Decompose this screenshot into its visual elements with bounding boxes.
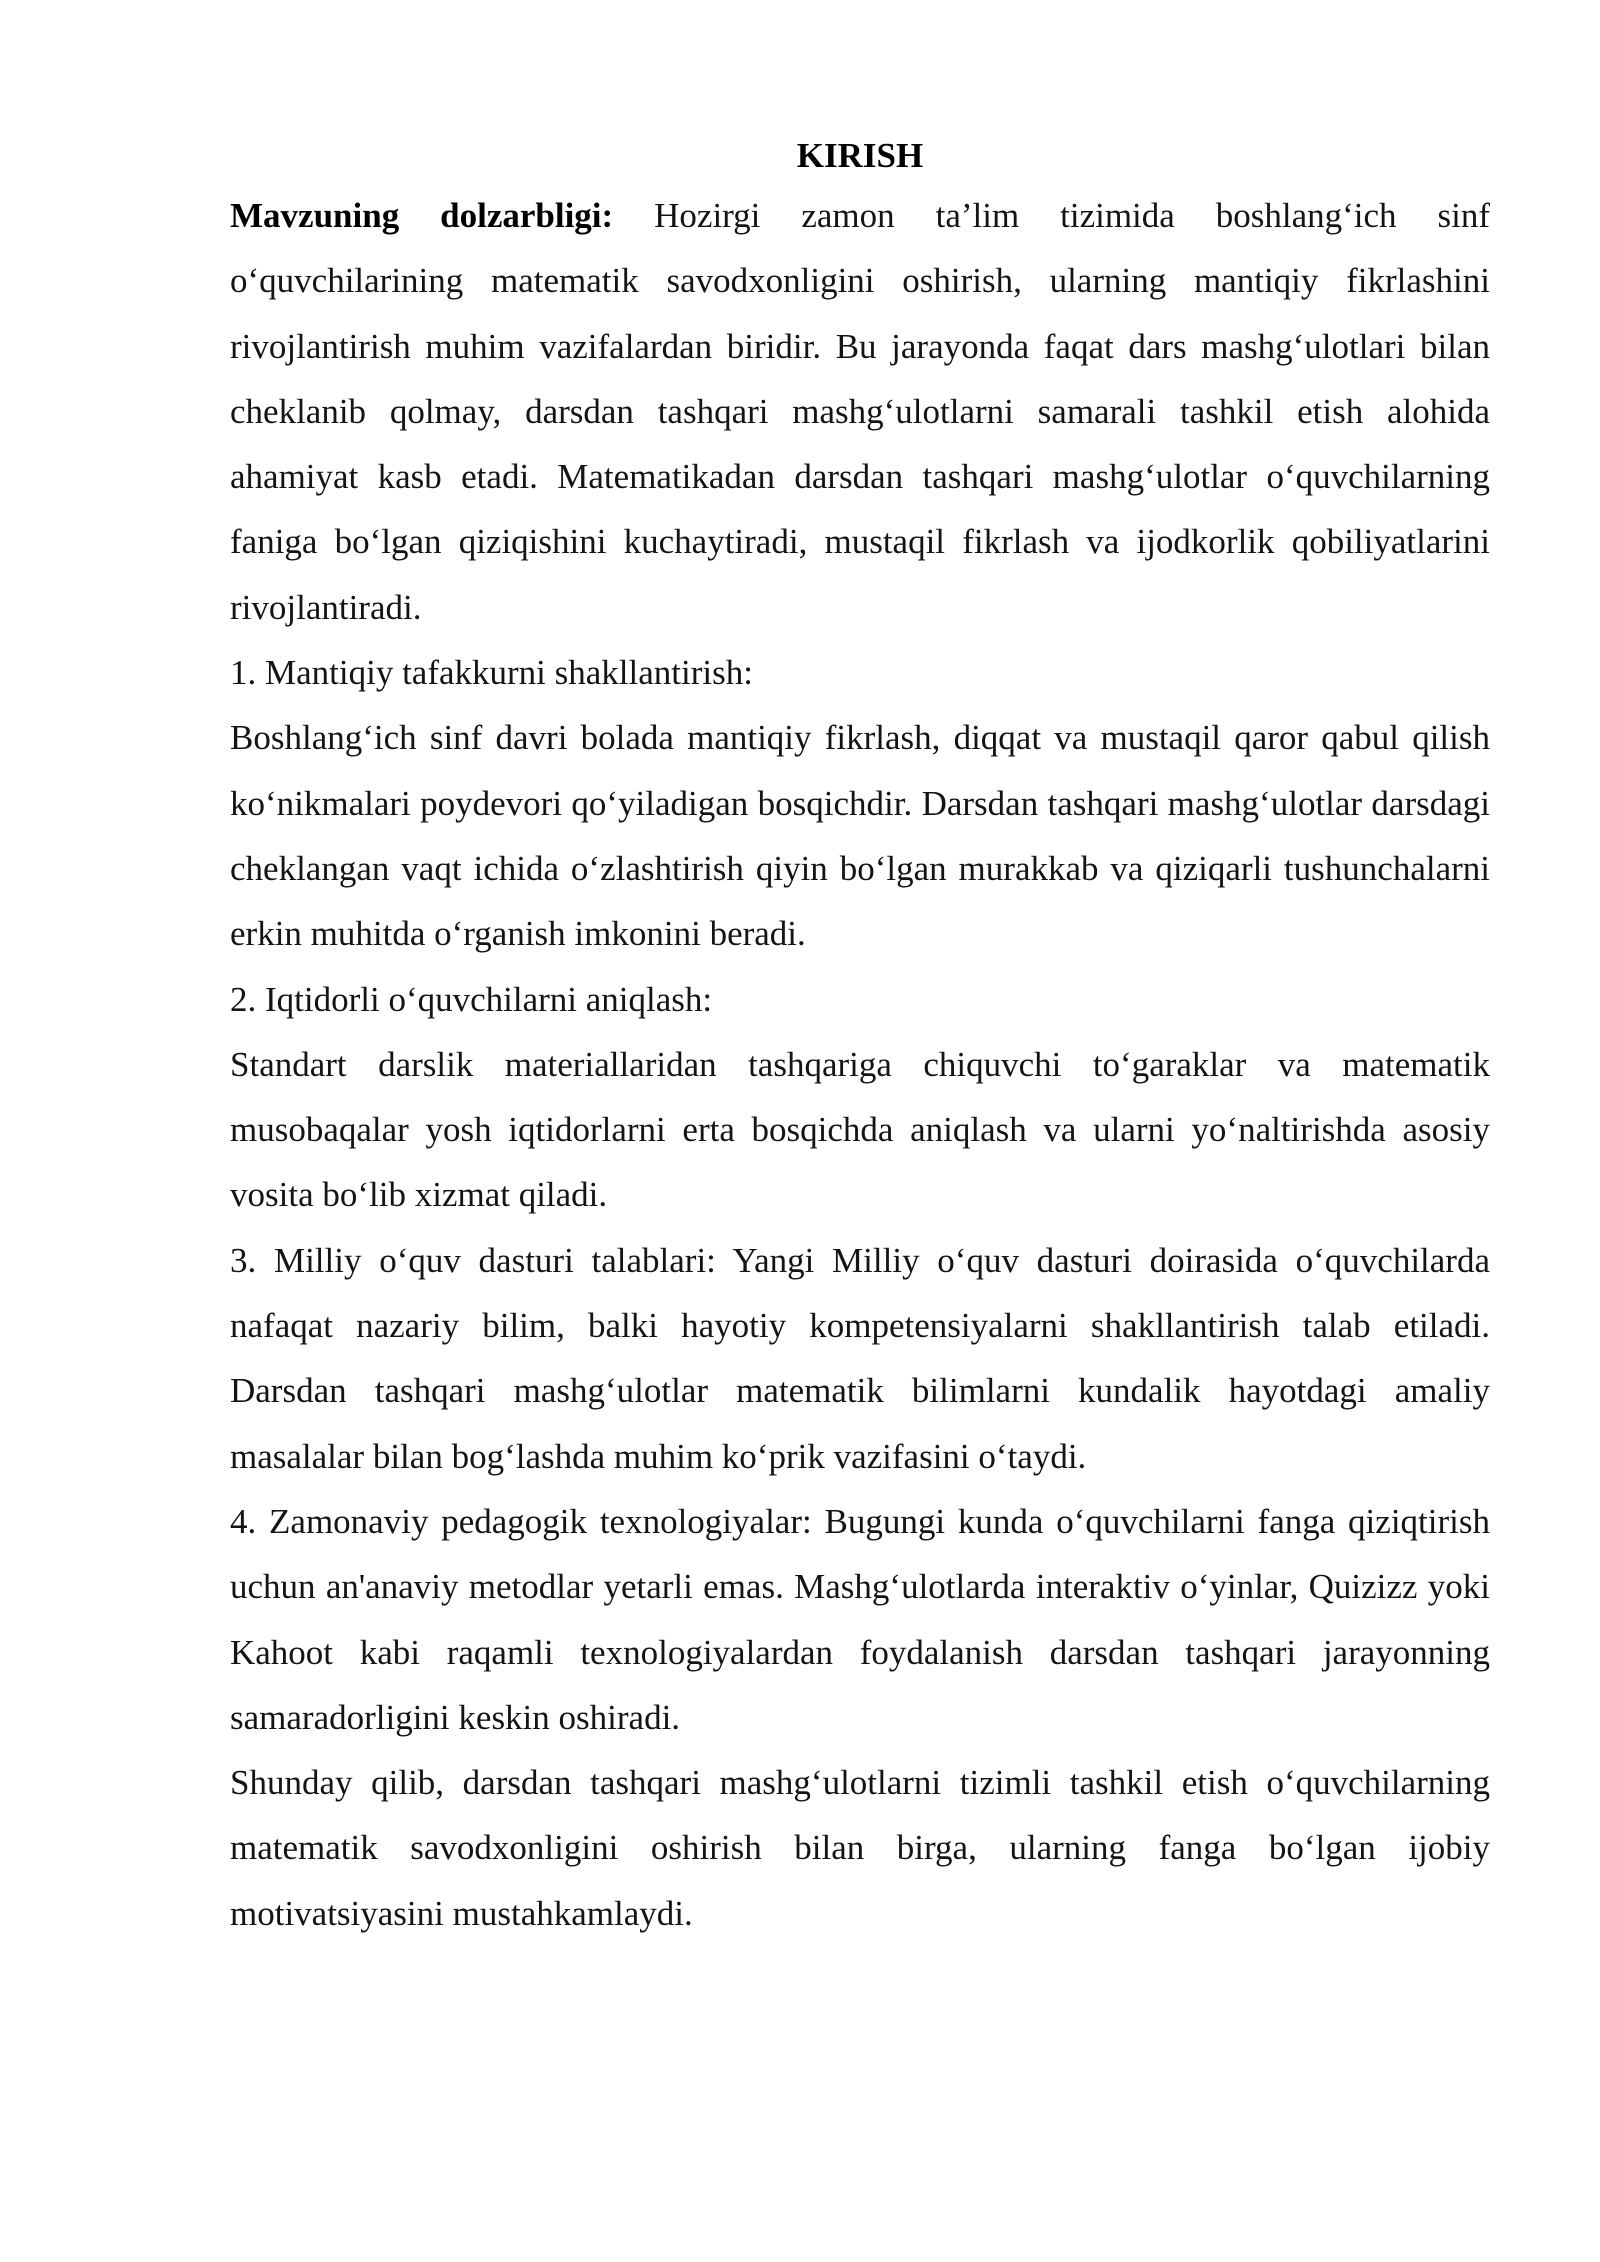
section-1-text: Boshlang‘ich sinf davri bolada mantiqiy fikrlash, diqqat va mustaqil qaror qabul qilish ko‘nikmalari poydevori qo‘yiladigan bosqichdir. Darsdan tashqari mashg‘ulotlar darsdagi cheklangan vaqt ichida o‘zlashtirish qiyin bo‘lgan murakkab va qiziqarli tushunchalarni erkin muhitda o‘rganish imkonini beradi. [230,718,1490,954]
section-4-text: 4. Zamonaviy pedagogik texnologiyalar: Bugungi kunda o‘quvchilarni fanga qiziqtirish uchun an'anaviy metodlar yetarli emas. Mashg‘ulotlarda interaktiv o‘yinlar, Quizizz yoki Kahoot kabi raqamli texnologiyalardan foydalanish darsdan tashqari jarayonning samaradorligini keskin oshiradi. [230,1501,1490,1737]
conclusion-paragraph: Shunday qilib, darsdan tashqari mashg‘ulotlarni tizimli tashkil etish o‘quvchilarning matematik savodxonligini oshirish bilan birga, ularning fanga bo‘lgan ijobiy motivatsiyasini mustahkamlaydi. [230,1763,1490,1933]
intro-label: Mavzuning dolzarbligi: [230,196,614,235]
section-2-heading: 2. Iqtidorli o‘quvchilarni aniqlash: [230,979,713,1019]
document-title: KIRISH [796,136,924,175]
section-2-text: Standart darslik materiallaridan tashqariga chiquvchi to‘garaklar va matematik musobaqalar yosh iqtidorlarni erta bosqichda aniqlash va ularni yo‘naltirishda asosiy vosita bo‘lib xizmat qiladi. [230,1044,1490,1215]
intro-text: Hozirgi zamon ta’lim tizimida boshlang‘ich sinf o‘quvchilarining matematik savodxonligini oshirish, ularning mantiqiy fikrlashini rivojlantirish muhim vazifalardan biridir. Bu jarayonda faqat dars mashg‘ulotlari bilan cheklanib qolmay, darsdan tashqari mashg‘ulotlarni samarali tashkil etish alohida ahamiyat kasb etadi. Matematikadan darsdan tashqari mashg‘ulotlar o‘quvchilarning faniga bo‘lgan qiziqishini kuchaytiradi, mustaqil fikrlash va ijodkorlik qobiliyatlarini rivojlantiradi. [230,196,1490,627]
intro-paragraph [230,183,1490,640]
document-page [230,128,1490,1946]
section-1-heading: 1. Mantiqiy tafakkurni shakllantirish: [230,653,753,693]
section-3-text: 3. Milliy o‘quv dasturi talablari: Yangi Milliy o‘quv dasturi doirasida o‘quvchilarda nafaqat nazariy bilim, balki hayotiy kompetensiyalarni shakllantirish talab etiladi. Darsdan tashqari mashg‘ulotlar matematik bilimlarni kundalik hayotdagi amaliy masalalar bilan bog‘lashda muhim ko‘prik vazifasini o‘taydi. [230,1240,1490,1476]
